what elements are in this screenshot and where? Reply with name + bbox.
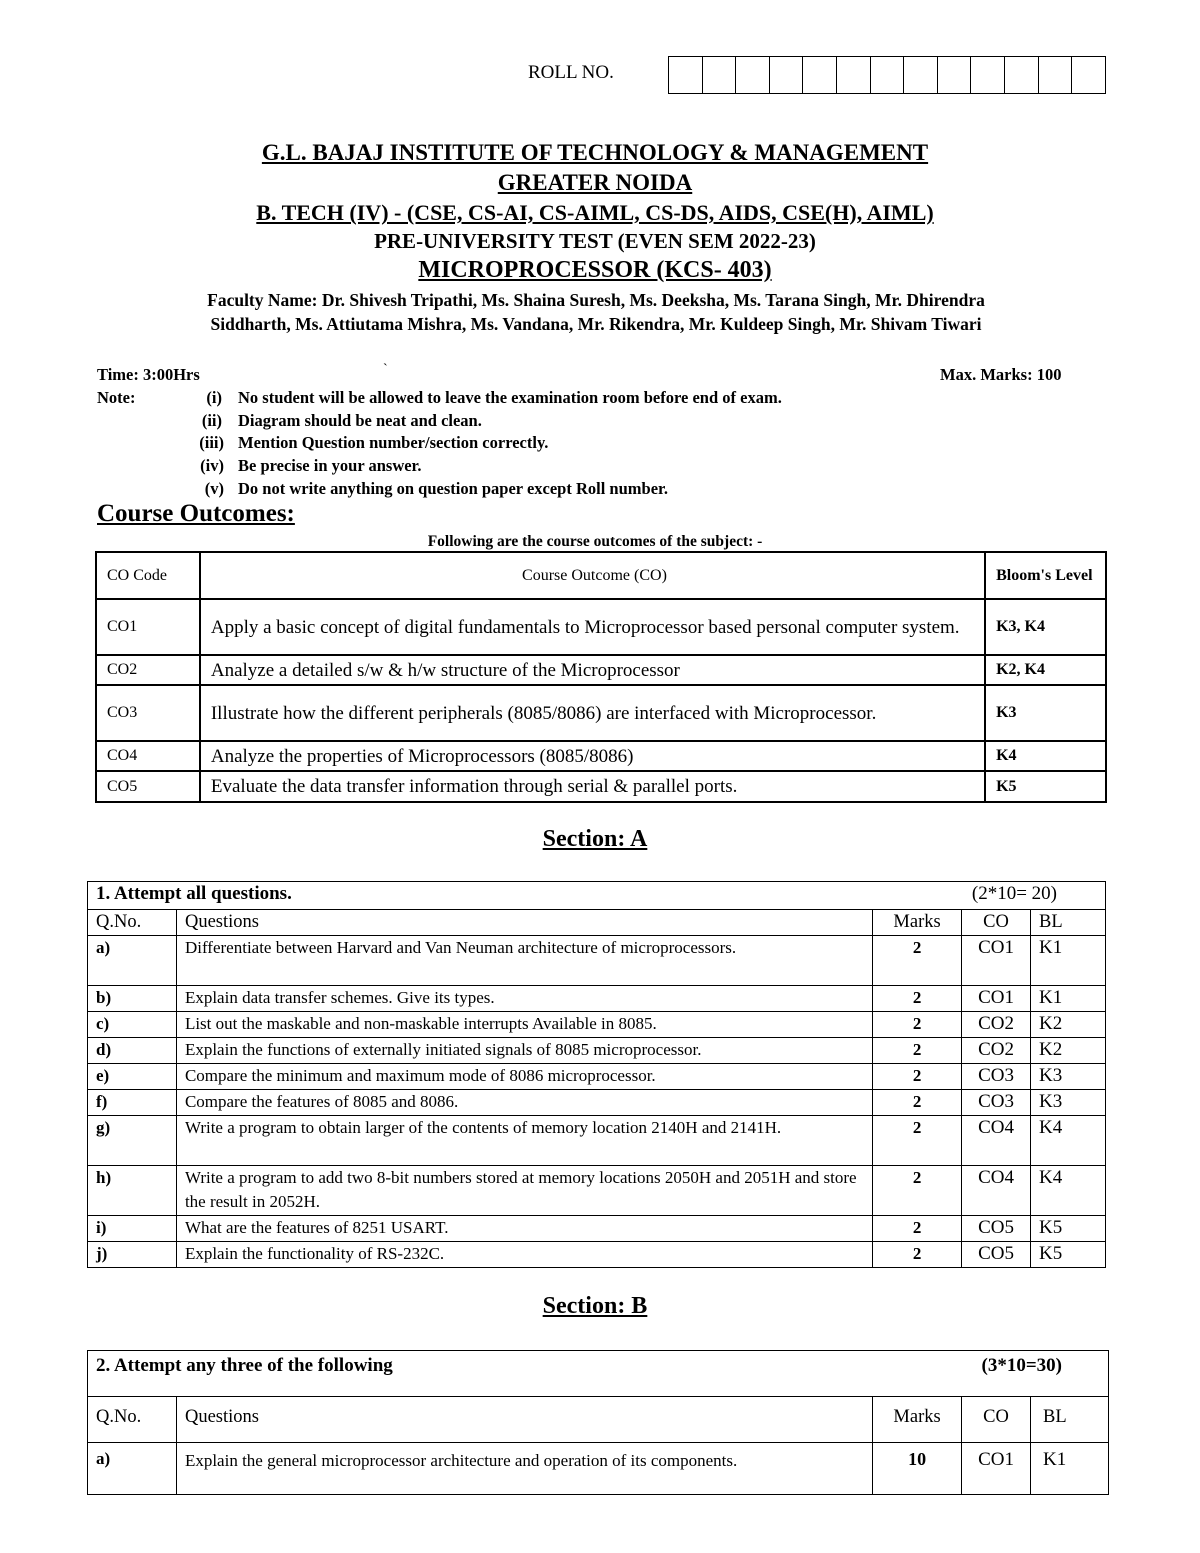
header-course-outcome: Course Outcome (CO): [200, 552, 985, 599]
question-number: j): [88, 1242, 177, 1268]
question-text: Explain data transfer schemes. Give its types.: [176, 986, 872, 1012]
table-row: [88, 936, 1106, 986]
note-number: (iv): [200, 456, 224, 475]
faculty-line-1: Faculty Name: Dr. Shivesh Tripathi, Ms. Shaina Suresh, Ms. Deeksha, Ms. Tarana Singh, Mr. Dhirendra: [207, 290, 985, 310]
question-co: CO2: [962, 1038, 1031, 1064]
question-number: i): [88, 1216, 177, 1242]
instruction-row: [88, 1351, 1109, 1397]
question-bl: K1: [1031, 936, 1106, 986]
section-a-table: [87, 881, 1106, 1268]
roll-number-label: ROLL NO.: [528, 62, 614, 83]
note-number: (ii): [201, 411, 222, 430]
question-text: Explain the functionality of RS-232C.: [176, 1242, 872, 1268]
table-header-row: [96, 552, 1106, 599]
question-bl: K2: [1031, 1012, 1106, 1038]
note-text: Mention Question number/section correctly.: [238, 433, 549, 452]
co-outcome: Illustrate how the different peripherals (8085/8086) are interfaced with Microprocessor.: [200, 685, 985, 741]
table-row: [96, 685, 1106, 741]
table-row: [96, 771, 1106, 802]
question-marks: 2: [873, 1216, 962, 1242]
table-row: [96, 599, 1106, 655]
faculty-names: [96, 288, 1096, 336]
question-co: CO4: [962, 1116, 1031, 1166]
course-outcomes-title: Course Outcomes:: [97, 500, 295, 527]
note-text: No student will be allowed to leave the examination room before end of exam.: [238, 388, 782, 407]
subject-title: MICROPROCESSOR (KCS- 403): [418, 257, 772, 283]
question-marks: 10: [873, 1443, 962, 1495]
section-a-marks-scheme: (2*10= 20): [971, 883, 1057, 904]
co-level: K2, K4: [985, 655, 1106, 685]
section-a-title: Section: A: [542, 826, 648, 852]
question-number: a): [88, 936, 177, 986]
question-number: g): [88, 1116, 177, 1166]
question-bl: K1: [1031, 1443, 1109, 1495]
header-questions: Questions: [176, 1397, 872, 1443]
co-level: K4: [985, 741, 1106, 771]
faculty-line-2: Siddharth, Ms. Attiutama Mishra, Ms. Vandana, Mr. Rikendra, Mr. Kuldeep Singh, Mr. Shivam Tiwari: [210, 314, 982, 334]
co-code: CO2: [96, 655, 200, 685]
question-bl: K3: [1031, 1090, 1106, 1116]
question-marks: 2: [873, 1012, 962, 1038]
table-row: [88, 1090, 1106, 1116]
note-number: (i): [206, 388, 222, 407]
institute-city: GREATER NOIDA: [497, 170, 693, 195]
header-co: CO: [962, 1397, 1031, 1443]
question-number: f): [88, 1090, 177, 1116]
table-row: [88, 1038, 1106, 1064]
question-text: Explain the functions of externally initiated signals of 8085 microprocessor.: [176, 1038, 872, 1064]
note-text: Diagram should be neat and clean.: [238, 411, 482, 430]
question-number: h): [88, 1166, 177, 1216]
header-blooms-level: Bloom's Level: [985, 552, 1106, 599]
co-outcome: Evaluate the data transfer information through serial & parallel ports.: [200, 771, 985, 802]
question-co: CO3: [962, 1064, 1031, 1090]
note-label: Note:: [97, 388, 136, 407]
co-level: K3, K4: [985, 599, 1106, 655]
header-bl: BL: [1031, 910, 1106, 936]
co-code: CO4: [96, 741, 200, 771]
table-row: [88, 1242, 1106, 1268]
question-marks: 2: [873, 1090, 962, 1116]
question-text: Write a program to obtain larger of the contents of memory location 2140H and 2141H.: [176, 1116, 872, 1166]
question-bl: K5: [1031, 1216, 1106, 1242]
header-bl: BL: [1031, 1397, 1109, 1443]
note-text: Be precise in your answer.: [238, 456, 422, 475]
co-outcome: Analyze the properties of Microprocessors (8085/8086): [200, 741, 985, 771]
header-marks: Marks: [873, 910, 962, 936]
question-number: b): [88, 986, 177, 1012]
question-marks: 2: [873, 1166, 962, 1216]
question-text: Compare the features of 8085 and 8086.: [176, 1090, 872, 1116]
question-number: d): [88, 1038, 177, 1064]
co-level: K5: [985, 771, 1106, 802]
question-bl: K1: [1031, 986, 1106, 1012]
question-text: Compare the minimum and maximum mode of 8086 microprocessor.: [176, 1064, 872, 1090]
question-co: CO1: [962, 986, 1031, 1012]
co-outcome: Analyze a detailed s/w & h/w structure of the Microprocessor: [200, 655, 985, 685]
max-marks: Max. Marks: 100: [940, 365, 1062, 384]
header-co-code: CO Code: [96, 552, 200, 599]
note-number: (iii): [199, 433, 224, 452]
header-qno: Q.No.: [88, 910, 177, 936]
question-bl: K4: [1031, 1166, 1106, 1216]
stray-mark: `: [383, 362, 388, 377]
section-b-marks-scheme: (3*10=30): [981, 1355, 1062, 1376]
question-co: CO2: [962, 1012, 1031, 1038]
table-row: [96, 741, 1106, 771]
co-level: K3: [985, 685, 1106, 741]
exam-time: Time: 3:00Hrs: [97, 365, 200, 384]
question-marks: 2: [873, 1064, 962, 1090]
institute-name: G.L. BAJAJ INSTITUTE OF TECHNOLOGY & MANAGEMENT: [261, 140, 929, 165]
table-header-row: [88, 910, 1106, 936]
question-marks: 2: [873, 1116, 962, 1166]
instruction-row: [88, 882, 1106, 910]
co-code: CO1: [96, 599, 200, 655]
table-row: [88, 1012, 1106, 1038]
roll-number-boxes[interactable]: [668, 56, 1106, 94]
co-code: CO5: [96, 771, 200, 802]
section-b-title: Section: B: [542, 1293, 648, 1319]
question-marks: 2: [873, 986, 962, 1012]
table-header-row: [88, 1397, 1109, 1443]
question-marks: 2: [873, 1038, 962, 1064]
question-bl: K4: [1031, 1116, 1106, 1166]
section-a-instruction: 1. Attempt all questions.: [96, 883, 292, 904]
question-bl: K5: [1031, 1242, 1106, 1268]
table-row: [96, 655, 1106, 685]
question-marks: 2: [873, 1242, 962, 1268]
note-number: (v): [204, 479, 224, 498]
table-row: [88, 1064, 1106, 1090]
table-row: [88, 1443, 1109, 1495]
question-text: Explain the general microprocessor architecture and operation of its components.: [176, 1443, 872, 1495]
program-title: B. TECH (IV) - (CSE, CS-AI, CS-AIML, CS-DS, AIDS, CSE(H), AIML): [256, 200, 934, 225]
question-text: List out the maskable and non-maskable interrupts Available in 8085.: [176, 1012, 872, 1038]
table-row: [88, 986, 1106, 1012]
table-row: [88, 1216, 1106, 1242]
question-co: CO5: [962, 1242, 1031, 1268]
header-marks: Marks: [873, 1397, 962, 1443]
question-co: CO3: [962, 1090, 1031, 1116]
section-b-table: [87, 1350, 1109, 1495]
question-text: Write a program to add two 8-bit numbers stored at memory locations 2050H and 2051H and store the result in 2052H.: [176, 1166, 872, 1216]
question-bl: K3: [1031, 1064, 1106, 1090]
co-outcome: Apply a basic concept of digital fundamentals to Microprocessor based personal computer system.: [200, 599, 985, 655]
header-questions: Questions: [176, 910, 872, 936]
co-code: CO3: [96, 685, 200, 741]
question-co: CO1: [962, 936, 1031, 986]
note-text: Do not write anything on question paper except Roll number.: [238, 479, 668, 498]
question-text: Differentiate between Harvard and Van Neuman architecture of microprocessors.: [176, 936, 872, 986]
table-row: [88, 1116, 1106, 1166]
question-co: CO4: [962, 1166, 1031, 1216]
exam-title: PRE-UNIVERSITY TEST (EVEN SEM 2022-23): [374, 229, 816, 253]
question-number: e): [88, 1064, 177, 1090]
section-b-instruction: 2. Attempt any three of the following: [96, 1355, 393, 1376]
table-row: [88, 1166, 1106, 1216]
question-marks: 2: [873, 936, 962, 986]
question-co: CO5: [962, 1216, 1031, 1242]
header-co: CO: [962, 910, 1031, 936]
question-number: c): [88, 1012, 177, 1038]
question-number: a): [88, 1443, 177, 1495]
course-outcomes-table: [95, 551, 1107, 803]
question-bl: K2: [1031, 1038, 1106, 1064]
course-outcomes-subtitle: Following are the course outcomes of the subject: -: [427, 533, 763, 550]
header-qno: Q.No.: [88, 1397, 177, 1443]
question-co: CO1: [962, 1443, 1031, 1495]
question-text: What are the features of 8251 USART.: [176, 1216, 872, 1242]
